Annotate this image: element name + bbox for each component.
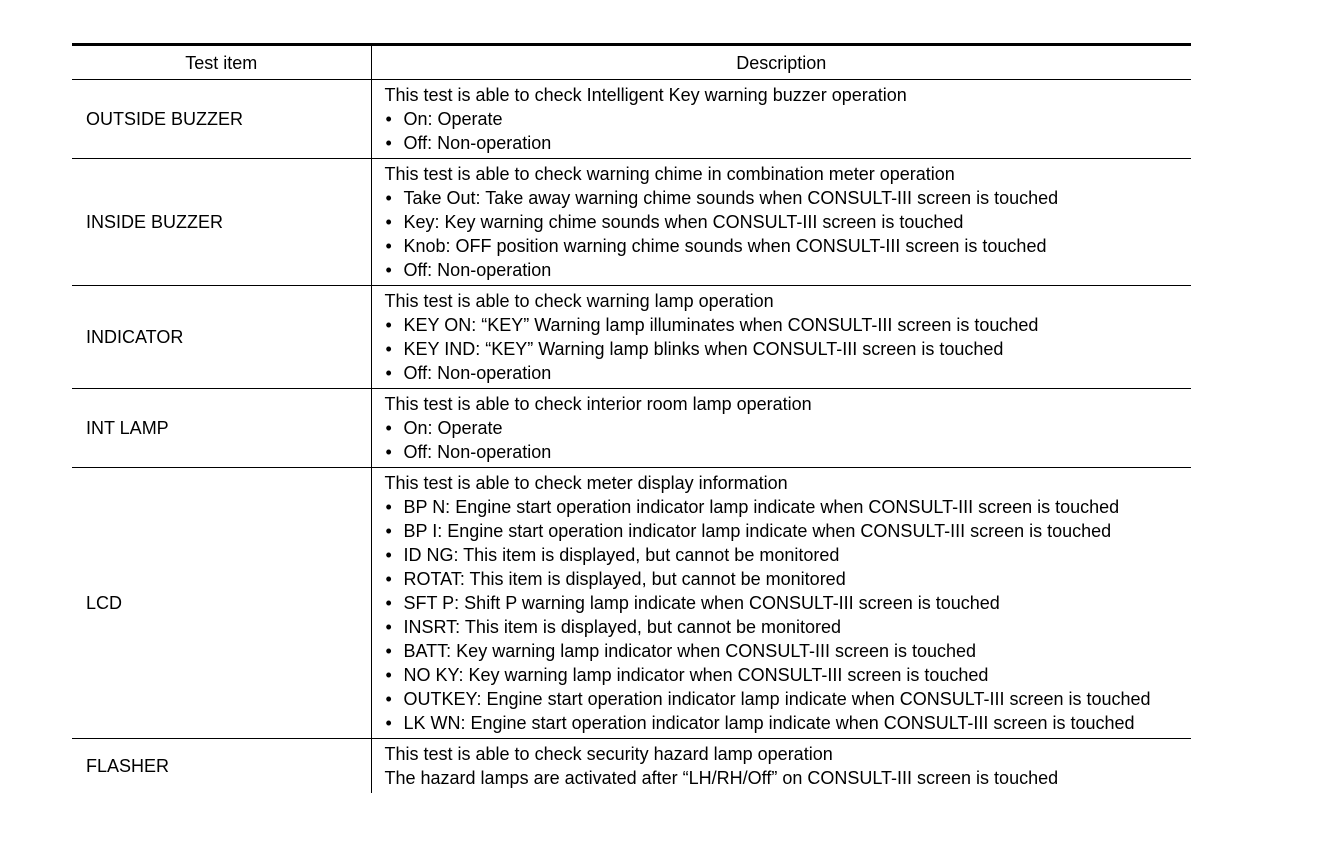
table-row [72,80,1191,159]
description-bullet: • BP N: Engine start operation indicator lamp indicate when CONSULT-III screen is touched [385,497,1120,517]
description-intro: This test is able to check warning lamp operation [384,291,774,311]
description-bullet: • NO KY: Key warning lamp indicator when CONSULT-III screen is touched [385,665,989,685]
header-test-item: Test item [72,45,371,80]
table-row [72,286,1191,389]
description-bullet: • BP I: Engine start operation indicator lamp indicate when CONSULT-III screen is touched [385,521,1112,541]
description-intro: This test is able to check meter display information [384,473,788,493]
description-bullet: • ID NG: This item is displayed, but cannot be monitored [385,545,840,565]
description-bullet: • Off: Non-operation [385,260,552,280]
test-description [371,739,1191,794]
test-item-name: INT LAMP [72,389,371,468]
description-bullet: • Knob: OFF position warning chime sounds when CONSULT-III screen is touched [385,236,1047,256]
test-description [371,389,1191,468]
description-intro: This test is able to check security hazard lamp operation [384,744,833,764]
test-description [371,159,1191,286]
description-intro: This test is able to check warning chime in combination meter operation [384,164,955,184]
description-bullet: • Off: Non-operation [385,133,552,153]
test-description [371,286,1191,389]
description-bullet: • Off: Non-operation [385,363,552,383]
description-intro: This test is able to check interior room lamp operation [384,394,812,414]
description-bullet: • LK WN: Engine start operation indicator lamp indicate when CONSULT-III screen is touched [385,713,1135,733]
test-item-name: LCD [72,468,371,739]
active-test-table [72,43,1191,793]
description-bullet: • OUTKEY: Engine start operation indicator lamp indicate when CONSULT-III screen is touched [385,689,1151,709]
description-bullet: • Off: Non-operation [385,442,552,462]
description-note: The hazard lamps are activated after “LH/RH/Off” on CONSULT-III screen is touched [384,768,1059,788]
description-bullet: • KEY IND: “KEY” Warning lamp blinks when CONSULT-III screen is touched [385,339,1004,359]
description-bullet: • Key: Key warning chime sounds when CONSULT-III screen is touched [385,212,964,232]
description-bullet: • ROTAT: This item is displayed, but cannot be monitored [385,569,846,589]
table-header-row [72,45,1191,80]
test-item-name: INDICATOR [72,286,371,389]
test-description [371,468,1191,739]
description-bullet: • INSRT: This item is displayed, but cannot be monitored [385,617,842,637]
table-row [72,739,1191,794]
description-bullet: • SFT P: Shift P warning lamp indicate when CONSULT-III screen is touched [385,593,1000,613]
header-description: Description [736,52,827,73]
test-description [371,80,1191,159]
description-bullet: • KEY ON: “KEY” Warning lamp illuminates when CONSULT-III screen is touched [385,315,1039,335]
description-bullet: • Take Out: Take away warning chime sounds when CONSULT-III screen is touched [385,188,1059,208]
description-intro: This test is able to check Intelligent Key warning buzzer operation [384,85,907,105]
test-item-name: FLASHER [72,739,371,794]
description-bullet: • BATT: Key warning lamp indicator when CONSULT-III screen is touched [385,641,977,661]
test-item-name: INSIDE BUZZER [72,159,371,286]
table-row [72,389,1191,468]
table-row [72,468,1191,739]
table-row [72,159,1191,286]
description-bullet: • On: Operate [385,418,503,438]
description-bullet: • On: Operate [385,109,503,129]
test-item-name: OUTSIDE BUZZER [72,80,371,159]
